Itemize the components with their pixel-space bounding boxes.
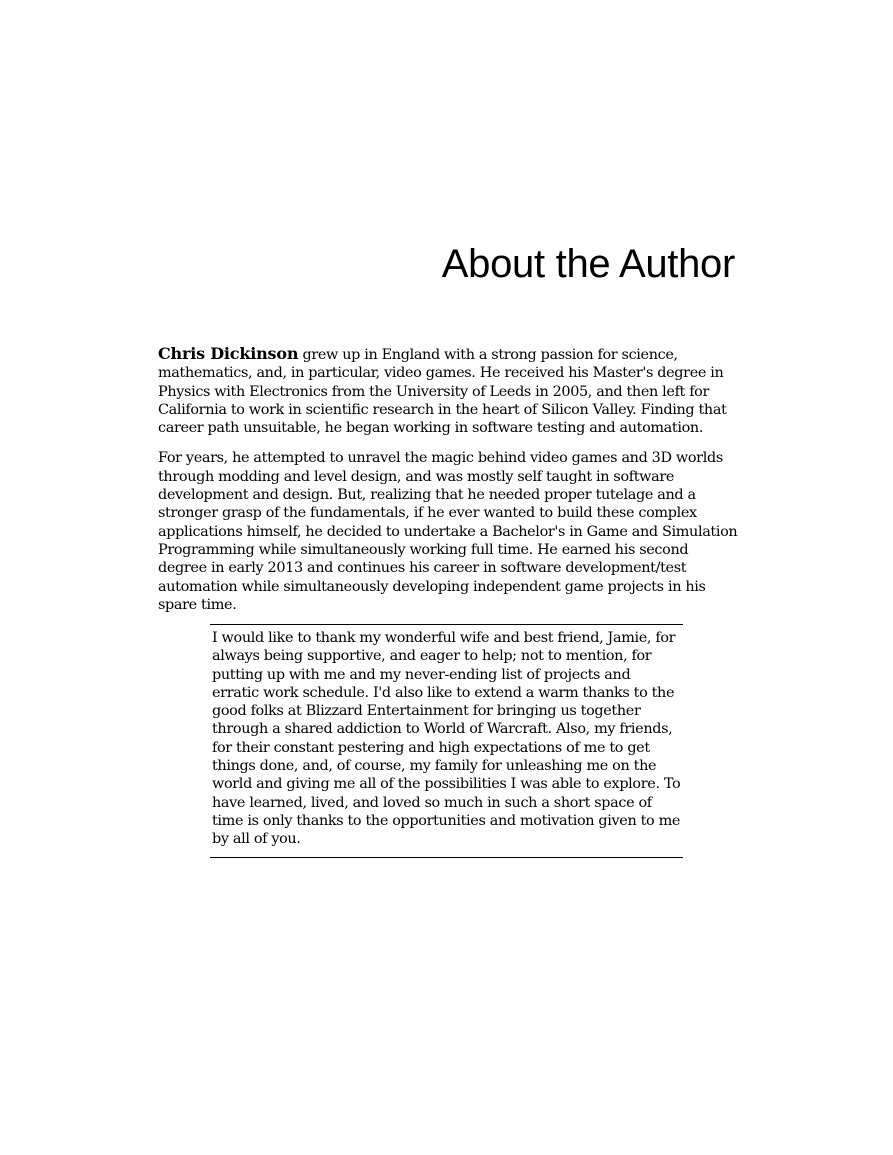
bio-paragraph-2: For years, he attempted to unravel the magic behind video games and 3D worlds through modding and level design, and was mostly self taught in software development and design. But, realizing that he needed proper tutelage and a stronger grasp of the fundamentals, if he ever wanted to build these complex applications himself, he decided to undertake a Bachelor's in Game and Simulation Programming while simultaneously working full time. He earned his second degree in early 2013 and continues his career in software development/test automation while simultaneously developing independent game projects in his spare time.	[158, 450, 738, 613]
bio-paragraph-1-text: grew up in England with a strong passion for science, mathematics, and, in particular, video games. He received his Master's degree in Physics with Electronics from the University of Leeds in 2005, and then left for California to work in scientific research in the heart of Silicon Valley. Finding that career path unsuitable, he began working in software testing and automation.	[158, 347, 727, 437]
page-title: About the Author	[441, 242, 735, 286]
bio-paragraph-1	[158, 345, 738, 437]
author-bio	[158, 345, 738, 626]
author-name: Chris Dickinson	[158, 344, 299, 363]
acknowledgement-box	[210, 624, 683, 858]
acknowledgement-text: I would like to thank my wonderful wife and best friend, Jamie, for always being supportive, and eager to help; not to mention, for putting up with me and my never-ending list of projects and erratic work schedule. I'd also like to extend a warm thanks to the good folks at Blizzard Entertainment for bringing us together through a shared addiction to World of Warcraft. Also, my friends, for their constant pestering and high expectations of me to get things done, and, of course, my family for unleashing me on the world and giving me all of the possibilities I was able to explore. To have learned, lived, and loved so much in such a short space of time is only thanks to the opportunities and motivation given to me by all of you.	[212, 630, 681, 848]
